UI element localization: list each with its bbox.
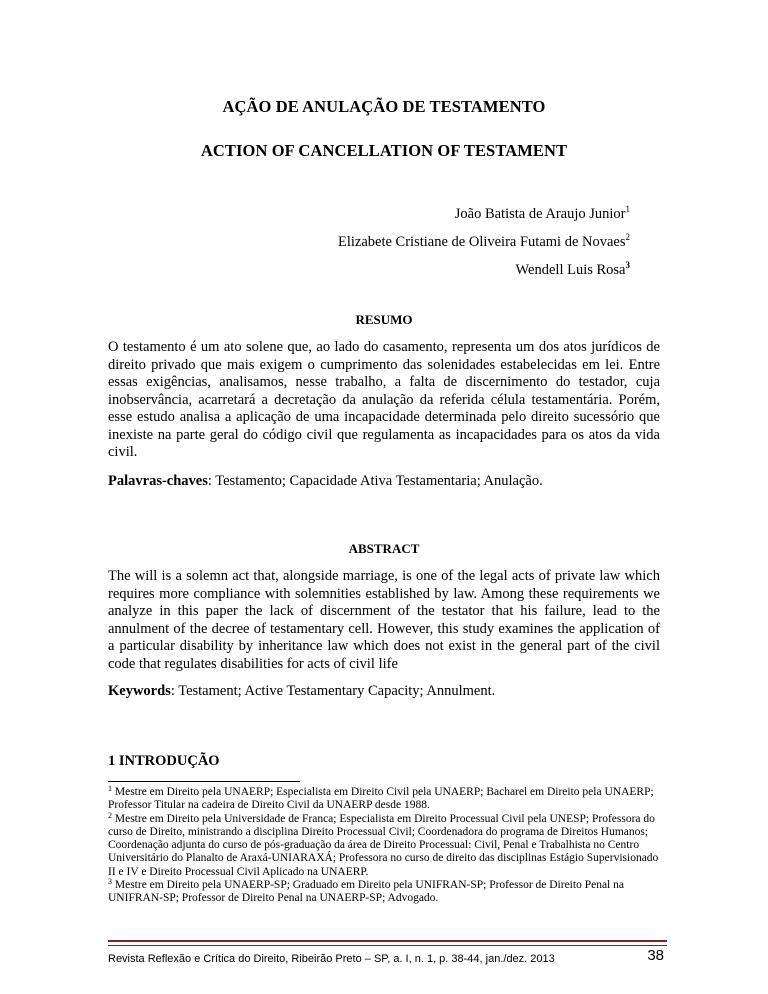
keywords-label: Palavras-chaves	[108, 473, 208, 489]
abstract-text: The will is a solemn act that, alongside marriage, is one of the legal acts of private law which requires more compliance with solemnities established by law. Among these requirements we analyze in this paper the lack of discernment of the testator that his failure, lead to the annulment of the decree of testamentary cell. However, this study examines the application of a particular disability by inheritance law which does not exist in the general part of the civil code that regulates disabilities for acts of civil life	[108, 568, 660, 672]
footer-rule-thin	[108, 945, 667, 946]
footer-rule-thick	[108, 940, 667, 942]
title-portuguese: AÇÃO DE ANULAÇÃO DE TESTAMENTO	[222, 97, 546, 116]
footnote-text: Mestre em Direito pela Universidade de Franca; Especialista em Direito Processual Civil pela UNESP; Professora do curso de Direito, ministrando a disciplina Direito Processual Civil; Coordenadora do programa de Direitos Humanos; Coordenação adjunta do curso de pós-graduação da área de Direito Processual: Civil, Penal e Trabalhista no Centro Universitário do Planalto de Araxá-UNIARAXÁ; Professora no curso de direito das disciplinas Estágio Supervisionado II e IV e Direito Processual Civil Aplicado na UNAERP.	[108, 812, 659, 878]
keywords-text: : Testamento; Capacidade Ativa Testamentaria; Anulação.	[207, 473, 543, 489]
author-name: Elizabete Cristiane de Oliveira Futami de Novaes	[338, 234, 626, 250]
author-1	[455, 206, 630, 223]
footer-citation: Revista Reflexão e Crítica do Direito, Ribeirão Preto – SP, a. I, n. 1, p. 38-44, jan./dez. 2013	[108, 953, 555, 965]
author-name: João Batista de Araujo Junior	[454, 206, 626, 222]
footnote-mark: 1	[625, 204, 630, 214]
resumo-heading: RESUMO	[355, 312, 413, 327]
page-number: 38	[647, 947, 664, 964]
footnote-mark: 3	[108, 877, 112, 887]
author-3	[516, 262, 630, 279]
resumo-keywords	[108, 473, 668, 490]
footnote-mark: 1	[108, 784, 112, 793]
abstract-keywords	[108, 683, 668, 700]
resumo-text: O testamento é um ato solene que, ao lado do casamento, representa um dos atos jurídicos de direito privado que mais exigem o cumprimento das solenidades estabelecidas em lei. Entre essas exigências, analisamos, nesse trabalho, a falta de discernimento do testador, cuja inobservância, acarretará a decretação da anulação da referida célula testamentária. Porém, esse estudo analisa a aplicação de uma incapacidade determinada pelo direito sucessório que inexiste na parte geral do código civil que regulamenta as incapacidades para os atos da vida civil.	[108, 339, 660, 460]
footnote-mark: 3	[625, 260, 630, 270]
footnote-text: Mestre em Direito pela UNAERP-SP; Graduado em Direito pela UNIFRAN-SP; Professor de Direito Penal na UNIFRAN-SP; Professor de Direito Penal na UNAERP-SP; Advogado.	[108, 879, 624, 905]
footnote-mark: 2	[108, 810, 112, 820]
footnote-2	[108, 810, 664, 879]
footnote-1	[108, 786, 664, 813]
footnote-mark: 2	[625, 232, 630, 242]
title-english: ACTION OF CANCELLATION OF TESTAMENT	[200, 141, 568, 160]
section-heading: 1 INTRODUÇÃO	[108, 753, 220, 769]
keywords-label: Keywords	[108, 683, 171, 699]
abstract-heading: ABSTRACT	[348, 541, 420, 556]
author-2	[338, 234, 630, 251]
footnote-3	[108, 879, 664, 906]
keywords-text: : Testament; Active Testamentary Capacity; Annulment.	[170, 683, 496, 699]
footnotes	[108, 786, 664, 906]
author-name: Wendell Luis Rosa	[515, 262, 626, 278]
footnote-separator	[108, 781, 300, 782]
footnote-text: Mestre em Direito pela UNAERP; Especialista em Direito Civil pela UNAERP; Bacharel em Direito pela UNAERP; Professor Titular na cadeira de Direito Civil da UNAERP desde 1988.	[108, 786, 654, 812]
